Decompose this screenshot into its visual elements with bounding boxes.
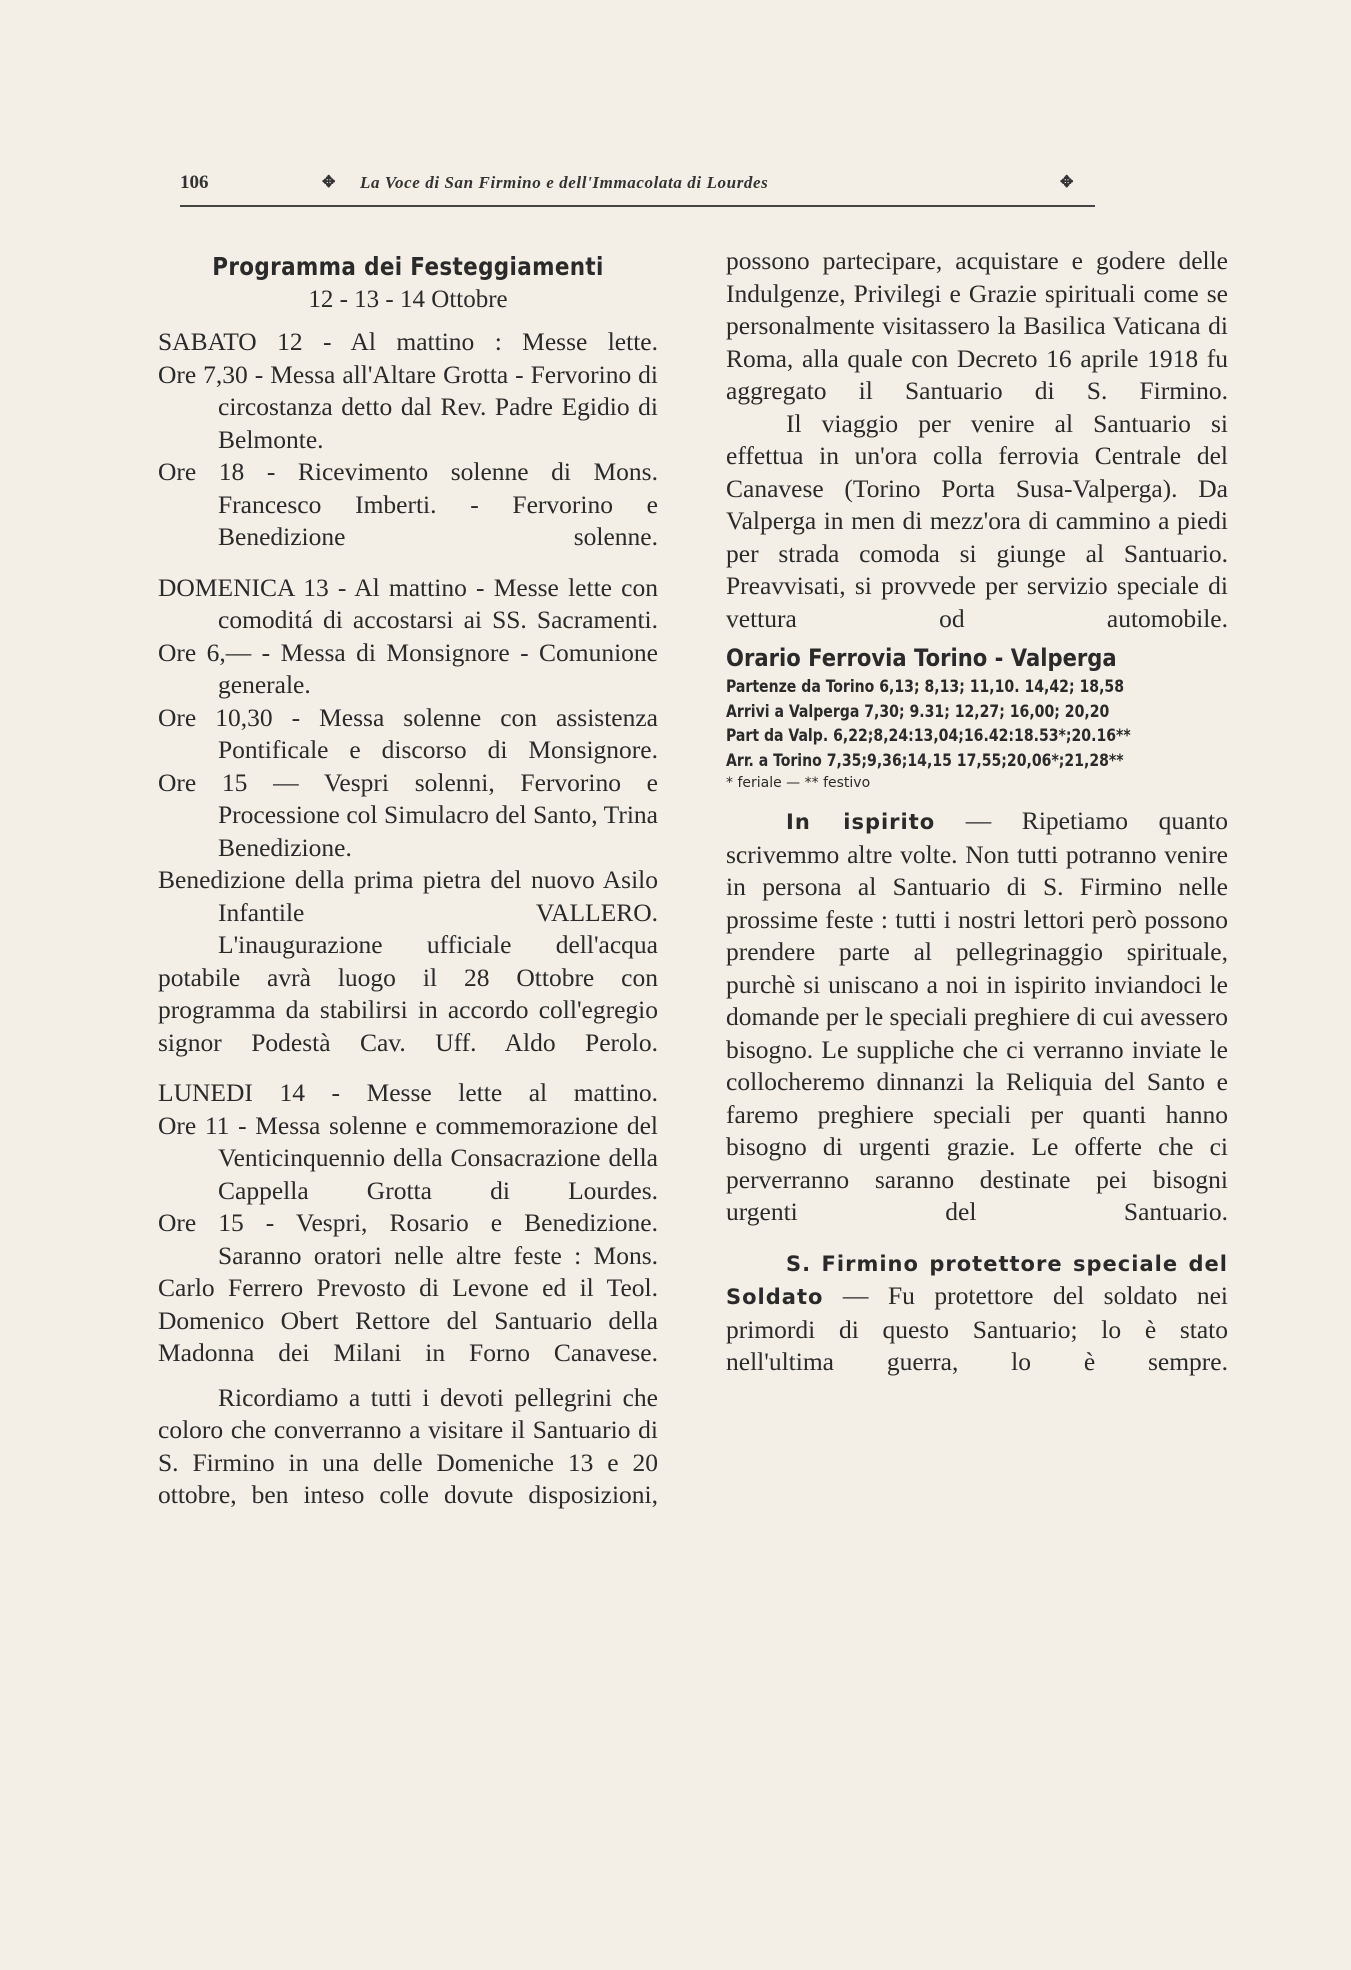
monday-item: Ore 15 - Vespri, Rosario e Benedizione. xyxy=(158,1208,658,1237)
program-dates: 12 - 13 - 14 Ottobre xyxy=(308,285,508,313)
timetable-title: Orario Ferrovia Torino - Valperga xyxy=(726,644,1117,672)
fleuron-left-icon: ✥ xyxy=(322,174,336,191)
timetable-note: * feriale — ** festivo xyxy=(726,775,871,791)
reminder-paragraph: Ricordiamo a tutti i devoti pellegrini che coloro che converranno a visitare il Santuario di S. Firmino in una delle Domeniche 13 e 20 ottobre, ben inteso colle dovute disposizioni, xyxy=(158,1382,658,1509)
running-header xyxy=(180,168,1080,198)
saturday-item: Ore 18 - Ricevimento solenne di Mons. Francesco Imberti. - Fervorino e Benedizione solenne. xyxy=(158,457,658,551)
journal-title: La Voce di San Firmino e dell'Immacolata di Lourdes xyxy=(360,173,769,192)
sunday-item: Benedizione della prima pietra del nuovo Asilo Infantile VALLERO. xyxy=(158,865,658,927)
in-spirit-heading: In ispirito xyxy=(786,810,936,834)
soldier-body: — Fu protettore del soldato nei primordi di questo Santuario; lo è stato nell'ultima guerra, lo è sempre. xyxy=(726,1281,1228,1376)
timetable-row: Part da Valp. 6,22;8,24:13,04;16.42:18.53*;20.16** xyxy=(726,726,1131,746)
sunday-heading: DOMENICA 13 - Al mattino - Messe lette con comoditá di accostarsi ai SS. Sacramenti. xyxy=(158,572,658,634)
program-title: Programma dei Festeggiamenti xyxy=(212,252,604,281)
in-spirit-paragraph xyxy=(726,805,1228,1229)
right-column xyxy=(726,245,1228,1379)
inauguration-paragraph: L'inaugurazione ufficiale dell'acqua potabile avrà luogo il 28 Ottobre con programma da stabilirsi in accordo coll'egregio signor Podestà Cav. Uff. Aldo Perolo. xyxy=(158,930,658,1057)
sunday-item: Ore 10,30 - Messa solenne con assistenza Pontificale e discorso di Monsignore. xyxy=(158,702,658,764)
saturday-heading: SABATO 12 - Al mattino : Messe lette. xyxy=(158,327,658,356)
header-rule xyxy=(180,205,1095,207)
left-column xyxy=(158,245,658,1512)
monday-item: Ore 11 - Messa solenne e commemorazione del Venticinquennio della Consacrazione della Cappella Grotta di Lourdes. xyxy=(158,1110,658,1205)
speakers-paragraph: Saranno oratori nelle altre feste : Mons. Carlo Ferrero Prevosto di Levone ed il Teol. Domenico Obert Rettore del Santuario della Madonna dei Milani in Forno Canavese. xyxy=(158,1240,658,1367)
soldier-paragraph xyxy=(726,1247,1228,1379)
timetable-row: Arrivi a Valperga 7,30; 9.31; 12,27; 16,00; 20,20 xyxy=(726,701,1110,722)
sunday-item: Ore 15 — Vespri solenni, Fervorino e Processione col Simulacro del Santo, Trina Benedizione. xyxy=(158,767,658,862)
soldier-heading: S. Firmino protettore speciale del Soldato xyxy=(726,1251,1228,1309)
timetable-row: Arr. a Torino 7,35;9,36;14,15 17,55;20,06*;21,28** xyxy=(726,750,1124,771)
saturday-item: Ore 7,30 - Messa all'Altare Grotta - Fervorino di circostanza detto dal Rev. Padre Egidio di Belmonte. xyxy=(158,359,658,454)
timetable xyxy=(726,675,1188,773)
travel-paragraph: Il viaggio per venire al Santuario si effettua in un'ora colla ferrovia Centrale del Canavese (Torino Porta Susa-Valperga). Da Valperga in men di mezz'ora di cammino a piedi per strada comoda si giunge al Santuario. Preavvisati, si provvede per servizio speciale di vettura od automobile. xyxy=(726,408,1228,633)
sunday-item: Ore 6,— - Messa di Monsignore - Comunione generale. xyxy=(158,637,658,699)
page-number: 106 xyxy=(180,172,209,193)
continued-paragraph: possono partecipare, acquistare e godere delle Indulgenze, Privilegi e Grazie spirituali come se personalmente visitassero la Basilica Vaticana di Roma, alla quale con Decreto 16 aprile 1918 fu aggregato il Santuario di S. Firmino. xyxy=(726,246,1228,405)
timetable-row: Partenze da Torino 6,13; 8,13; 11,10. 14,42; 18,58 xyxy=(726,677,1125,697)
monday-heading: LUNEDI 14 - Messe lette al mattino. xyxy=(158,1078,658,1107)
fleuron-right-icon: ✥ xyxy=(1060,174,1074,191)
in-spirit-body: — Ripetiamo quanto scrivemmo altre volte. Non tutti potranno venire in persona al Santuario di S. Firmino nelle prossime feste : tutti i nostri lettori però possono prendere parte al pellegrinaggio spirituale, purchè si uniscano a noi in ispirito inviandoci le domande per le speciali preghiere di cui avessero bisogno. Le suppliche che ci verranno inviate le collocheremo dinnanzi la Reliquia del Santo e faremo preghiere speciali per quanti hanno bisogno di urgenti grazie. Le offerte che ci perverranno saranno destinate pei bisogni urgenti del Santuario. xyxy=(726,806,1228,1226)
